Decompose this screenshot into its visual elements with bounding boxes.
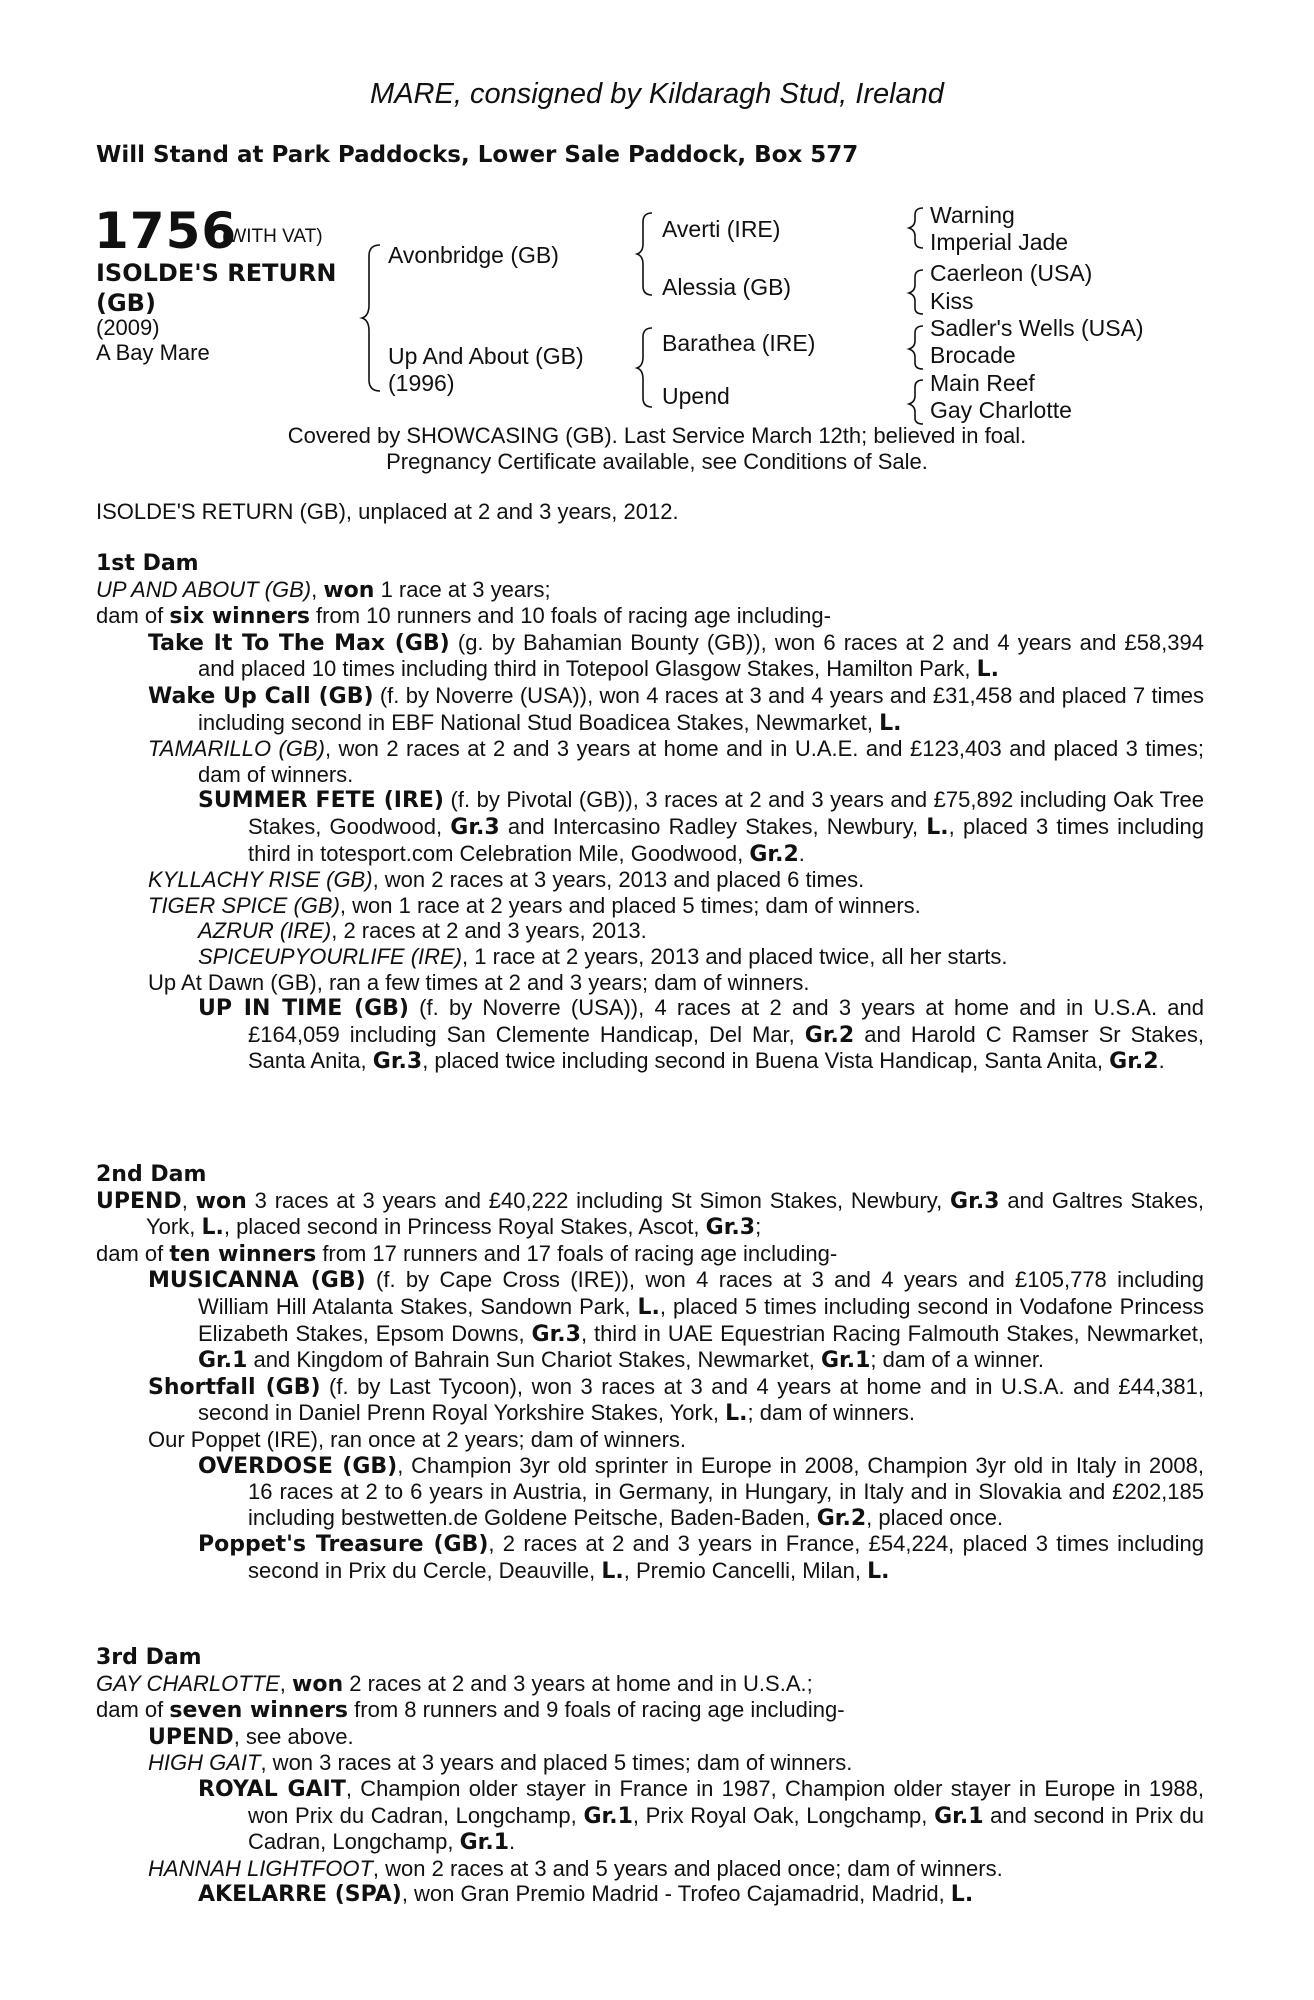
pedigree-dam-sire: Barathea (IRE) [662,330,816,356]
produce-name: SUMMER FETE (IRE) [198,788,444,814]
produce-entry: Shortfall (GB) (f. by Last Tycoon), won 3 races at 3 and 4 years at home and in U.S.A. and £44,381, second in Daniel Prenn Royal Yorkshire Stakes, York, L.; dam of winners. [148,1373,1204,1427]
produce-name: HANNAH LIGHTFOOT [148,1855,373,1881]
consignor-line: MARE, consigned by Kildaragh Stud, Ireland [370,78,944,110]
dam-name: UP AND ABOUT (GB) [96,576,312,602]
produce-name: KYLLACHY RISE (GB) [148,867,373,893]
dam-record: 1 race at 3 years; [374,576,551,602]
produce-name: HIGH GAIT [148,1750,261,1776]
pedigree-sds: Caerleon (USA) [930,260,1093,286]
produce-name: Shortfall (GB) [148,1374,321,1400]
pedigree-sire: Avonbridge (GB) [388,242,559,268]
produce-name: ROYAL GAIT [198,1776,346,1802]
won-label: won [292,1671,344,1697]
foaling-year: (2009) [96,315,160,340]
pedigree-dsd: Brocade [930,342,1016,368]
pedigree-dam-year: (1996) [388,370,455,396]
produce-name: AKELARRE (SPA) [198,1882,402,1908]
horse-description: A Bay Mare [96,340,210,365]
lot-number: 1756 [94,202,238,260]
grandproduce-entry: OVERDOSE (GB), Champion 3yr old sprinter in Europe in 2008, Champion 3yr old in Italy in 2008, 16 races at 2 to 6 years in Austria, in Germany, in Hungary, in Italy and in Slovakia and £202,185 including bestwetten.de Goldene Peitsche, Baden-Baden, Gr.2, placed once. [198,1452,1204,1531]
produce-entry: UPEND, see above. [148,1723,354,1750]
covering-line-1: Covered by SHOWCASING (GB). Last Service March 12th; believed in foal. [287,423,1027,448]
section-heading: 3rd Dam [96,1645,202,1670]
produce-name: UP IN TIME (GB) [198,996,409,1022]
pedigree-dds: Main Reef [930,370,1035,396]
grandproduce-entry: SUMMER FETE (IRE) (f. by Pivotal (GB)), 3 races at 2 and 3 years and £75,892 including Oak Tree Stakes, Goodwood, Gr.3 and Intercasino Radley Stakes, Newbury, L., placed 3 times including third in totesport.com Celebration Mile, Goodwood, Gr.2. [198,787,1204,867]
winner-count: seven winners [169,1698,349,1724]
pedigree-braces [0,0,1314,440]
produce-entry: KYLLACHY RISE (GB), won 2 races at 3 years, 2013 and placed 6 times. [148,867,865,893]
produce-entry: TIGER SPICE (GB), won 1 race at 2 years and placed 5 times; dam of winners. [148,892,921,918]
won-label: won [323,577,375,603]
grandproduce-entry: SPICEUPYOURLIFE (IRE), 1 race at 2 years, 2013 and placed twice, all her starts. [198,943,1008,969]
won-label: won [195,1188,247,1214]
produce-summary: ISOLDE'S RETURN (GB), unplaced at 2 and 3 years, 2012. [96,499,679,524]
vat-note: (WITH VAT) [222,226,323,247]
produce-entry: Wake Up Call (GB) (f. by Noverre (USA)), won 4 races at 3 and 4 years and £31,458 and placed 7 times including second in EBF National Stud Boadicea Stakes, Newmarket, L. [148,682,1205,736]
stand-location: Will Stand at Park Paddocks, Lower Sale Paddock, Box 577 [96,142,859,168]
produce-name: SPICEUPYOURLIFE (IRE) [198,943,463,969]
produce-entry: HIGH GAIT, won 3 races at 3 years and placed 5 times; dam of winners. [148,1750,853,1776]
produce-entry: Our Poppet (IRE), ran once at 2 years; dam of winners. [148,1426,687,1452]
dam-of-line: dam of six winners from 10 runners and 10 foals of racing age including- [96,603,831,630]
section-heading: 1st Dam [96,551,199,576]
pedigree-sire-sire: Averti (IRE) [662,216,781,242]
third-dam-section [96,1645,1204,1908]
winner-count: six winners [169,604,310,630]
pedigree-sss: Warning [930,202,1015,228]
produce-name: OVERDOSE (GB) [198,1453,398,1479]
dam-name: GAY CHARLOTTE [96,1670,280,1696]
dam-of-line: dam of seven winners from 8 runners and 9 foals of racing age including- [96,1697,845,1724]
grandproduce-entry: ROYAL GAIT, Champion older stayer in France in 1987, Champion older stayer in Europe in 1988, won Prix du Cadran, Longchamp, Gr.1, Prix Royal Oak, Longchamp, Gr.1 and second in Prix du Cadran, Longchamp, Gr.1. [198,1775,1204,1856]
horse-name-line2: (GB) [96,289,156,317]
covering-line-2: Pregnancy Certificate available, see Conditions of Sale. [386,449,928,474]
covering-note [0,423,1314,475]
section-heading: 2nd Dam [96,1162,207,1187]
produce-name: Wake Up Call (GB) [148,683,374,709]
pedigree-dam-dam: Upend [662,383,730,409]
grandproduce-entry: AZRUR (IRE), 2 races at 2 and 3 years, 2013. [198,918,647,944]
grandproduce-entry: UP IN TIME (GB) (f. by Noverre (USA)), 4 races at 2 and 3 years at home and in U.S.A. and £164,059 including San Clemente Handicap, Del Mar, Gr.2 and Harold C Ramser Sr Stakes, Santa Anita, Gr.3, placed twice including second in Buena Vista Handicap, Santa Anita, Gr.2. [198,995,1204,1075]
produce-entry: MUSICANNA (GB) (f. by Cape Cross (IRE)), won 4 races at 3 and 4 years and £105,778 including William Hill Atalanta Stakes, Sandown Park, L., placed 5 times including second in Vodafone Princess Elizabeth Stakes, Epsom Downs, Gr.3, third in UAE Equestrian Racing Falmouth Stakes, Newmarket, Gr.1 and Kingdom of Bahrain Sun Chariot Stakes, Newmarket, Gr.1; dam of a winner. [148,1267,1204,1374]
produce-entry: TAMARILLO (GB), won 2 races at 2 and 3 years at home and in U.A.E. and £123,403 and placed 3 times; dam of winners. [148,736,1204,787]
pedigree-dss: Sadler's Wells (USA) [930,315,1144,341]
produce-name: TAMARILLO (GB) [148,736,325,762]
produce-entry: Up At Dawn (GB), ran a few times at 2 and 3 years; dam of winners. [148,969,810,995]
dam-line: UP AND ABOUT (GB), won 1 race at 3 years; [96,576,551,603]
horse-name-line1: ISOLDE'S RETURN [96,259,337,287]
dam-line: GAY CHARLOTTE, won 2 races at 2 and 3 years at home and in U.S.A.; [96,1670,813,1697]
produce-name: TIGER SPICE (GB) [148,892,340,918]
dam-name: UPEND [96,1188,182,1214]
pedigree-ssd: Imperial Jade [930,229,1069,255]
produce-name: Take It To The Max (GB) [148,630,450,656]
dam-of-line: dam of ten winners from 17 runners and 17 foals of racing age including- [96,1240,838,1267]
produce-name: MUSICANNA (GB) [148,1268,366,1294]
dam-line: UPEND, won 3 races at 3 years and £40,222 including St Simon Stakes, Newbury, Gr.3 and Galtres Stakes, York, L., placed second in Princess Royal Stakes, Ascot, Gr.3; [96,1187,1205,1241]
grandproduce-entry: Poppet's Treasure (GB), 2 races at 2 and 3 years in France, £54,224, placed 3 times including second in Prix du Cercle, Deauville, L., Premio Cancelli, Milan, L. [198,1531,1204,1584]
pedigree-sire-dam: Alessia (GB) [662,274,792,300]
first-dam-section [96,551,1204,1075]
produce-name: Poppet's Treasure (GB) [198,1532,489,1558]
produce-entry: Take It To The Max (GB) (g. by Bahamian Bounty (GB)), won 6 races at 2 and 4 years and £58,394 and placed 10 times including third in Totepool Glasgow Stakes, Hamilton Park, L. [148,629,1204,683]
second-dam-section [96,1162,1204,1585]
pedigree-sdd: Kiss [930,288,974,314]
winner-count: ten winners [169,1241,317,1267]
grandproduce-entry: AKELARRE (SPA), won Gran Premio Madrid - Trofeo Cajamadrid, Madrid, L. [198,1881,974,1908]
produce-name: AZRUR (IRE) [198,918,332,944]
produce-name: UPEND [148,1724,234,1750]
pedigree-dam: Up And About (GB) [388,343,584,369]
produce-entry: HANNAH LIGHTFOOT, won 2 races at 3 and 5 years and placed once; dam of winners. [148,1855,1003,1881]
pedigree-ddd: Gay Charlotte [930,397,1072,423]
